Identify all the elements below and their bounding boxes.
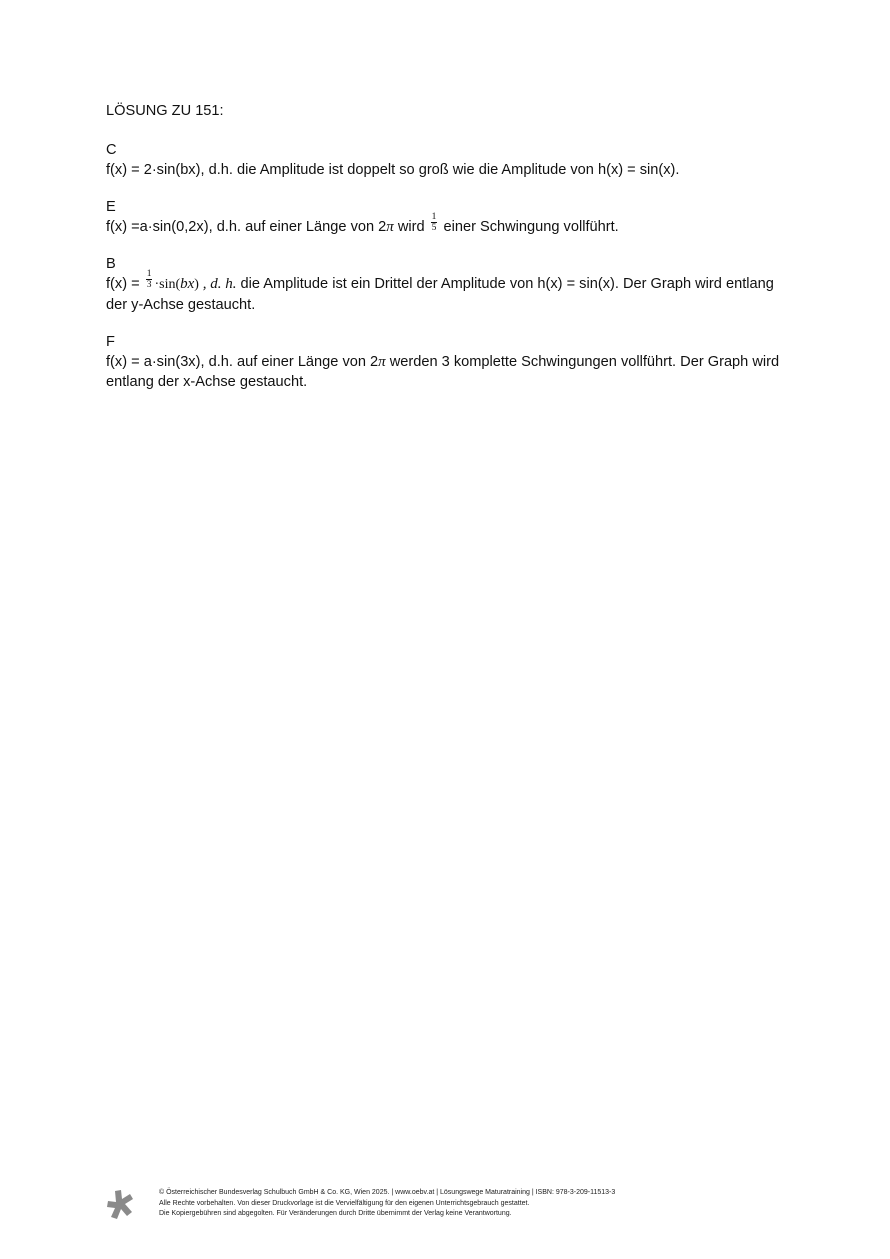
text-suffix: werden 3 komplette Schwingungen vollführt. Der Graph wird xyxy=(385,354,780,370)
pi-symbol: π xyxy=(386,219,394,235)
fraction-denominator: 5 xyxy=(431,222,437,233)
solution-f xyxy=(106,332,806,392)
pi-symbol: π xyxy=(378,354,386,370)
footer-legal-text xyxy=(159,1188,615,1220)
solution-e xyxy=(106,197,806,237)
math-sin: sin( xyxy=(159,277,181,292)
solution-text-continued: entlang der x-Achse gestaucht. xyxy=(106,374,308,390)
solution-text xyxy=(106,352,806,372)
fraction-numerator: 1 xyxy=(146,268,152,279)
math-dot: · xyxy=(154,277,160,292)
solution-b xyxy=(106,254,806,315)
footer-line-rights: Alle Rechte vorbehalten. Von dieser Druckvorlage ist die Vervielfältigung für den eigenen Unterrichtsgebrauch gestattet. xyxy=(159,1199,530,1207)
solution-text xyxy=(106,268,806,295)
solution-c xyxy=(106,140,806,180)
footer-line-copyright: © Österreichischer Bundesverlag Schulbuch GmbH & Co. KG, Wien 2025. | www.oebv.at | Lösungswege Maturatraining | ISBN: 978-3-209-11513-3 xyxy=(159,1189,616,1196)
solution-letter: B xyxy=(106,256,116,272)
math-dh: , d. h. xyxy=(198,276,237,292)
fraction-denominator: 3 xyxy=(146,279,152,290)
page-title: LÖSUNG ZU 151: xyxy=(106,103,224,119)
text-prefix: f(x) =a·sin(0,2x), d.h. auf einer Länge von 2 xyxy=(106,219,387,235)
math-close: ) xyxy=(194,277,199,292)
text-suffix: einer Schwingung vollführt. xyxy=(439,219,619,235)
fraction-one-fifth xyxy=(431,212,438,233)
text-middle: wird xyxy=(393,219,429,235)
fraction-one-third xyxy=(146,269,153,290)
footer-line-fees: Die Kopiergebühren sind abgegolten. Für Veränderungen durch Dritte übernimmt der Verlag keine Verantwortung. xyxy=(159,1210,512,1217)
text-prefix: f(x) = a·sin(3x), d.h. auf einer Länge von 2 xyxy=(106,354,379,370)
fraction-numerator: 1 xyxy=(431,211,437,222)
solution-letter: C xyxy=(106,142,117,158)
solution-text: f(x) = 2·sin(bx), d.h. die Amplitude ist doppelt so groß wie die Amplitude von h(x) = sin(x). xyxy=(106,162,680,178)
text-prefix: f(x) = xyxy=(106,276,144,292)
document-body xyxy=(106,101,806,409)
text-suffix: die Amplitude ist ein Drittel der Amplitude von h(x) = sin(x). Der Graph wird entlang xyxy=(236,276,774,292)
publisher-logo-icon xyxy=(106,1190,134,1220)
solution-letter: F xyxy=(106,334,115,350)
math-variable: bx xyxy=(180,276,195,292)
page-footer xyxy=(106,1188,806,1228)
solution-letter: E xyxy=(106,199,116,215)
solution-text-continued: der y-Achse gestaucht. xyxy=(106,297,256,313)
solution-text xyxy=(106,211,806,237)
